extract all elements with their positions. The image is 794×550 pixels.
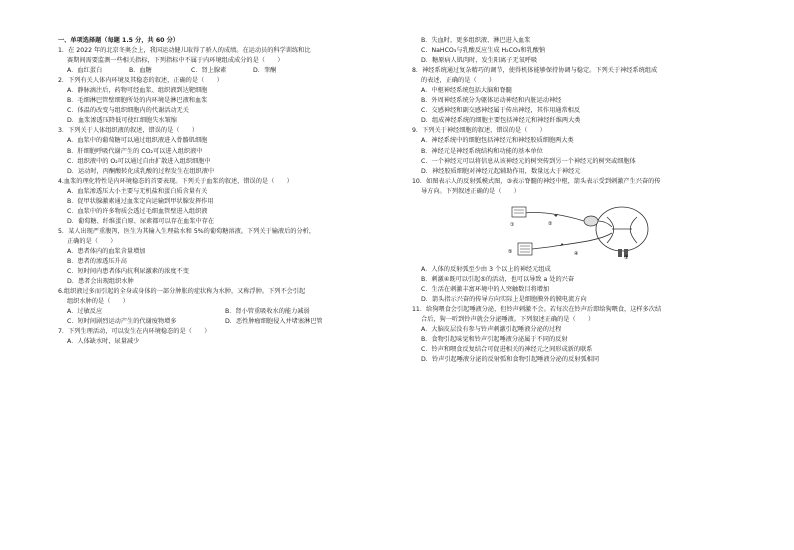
option: D．箭头指示兴奋的传导方向实际上是细胞膜外的膜电流方向: [421, 295, 587, 303]
question-text: 赛期间需要监测一些相关指标，下列指标中不属于内环境组成成分的是（ ）: [67, 57, 284, 65]
question-text: 10．如图表示人的反射弧模式图，③表示脊髓的神经中枢，箭头表示受到刺激产生兴奋的传: [412, 177, 661, 185]
question-text: 11．给狗喂食会引起唾液分泌，但铃声刺激不会。若每次在铃声后即给狗喂食，这样多次结: [412, 305, 662, 313]
option: D．铃声引起唾液分泌的反射弧和食物引起唾液分泌的反射弧相同: [421, 356, 600, 364]
option: B．肝细胞呼吸代谢产生的 CO₂可以进入组织液中: [67, 147, 203, 155]
question-text: 3．下列关于人体组织液的叙述，错误的是（ ）: [58, 127, 199, 135]
question-text: 合后，狗一听到铃声就会分泌唾液。下列叙述正确的是（ ）: [421, 315, 595, 323]
option: A．过敏反应: [67, 308, 103, 316]
option: C．生活在刺激丰富环境中的人突触数目将增加: [421, 285, 550, 293]
question-text: 5．某人出现严重腹泻，医生为其输入生理盐水和 5%的葡萄糖溶液。下列关于输液后的分析，: [58, 227, 316, 235]
question-text: 的表述，正确的是（ ）: [421, 77, 496, 85]
option: D．糖原病人肌肉时，发生阳离子无氧呼吸: [421, 57, 538, 65]
right-column: [412, 36, 757, 365]
options-row: [58, 307, 403, 317]
option: B．肾小管重吸收水的能力减弱: [225, 308, 310, 316]
option: D．组成神经系统的细胞主要包括神经元和神经纤维两大类: [421, 117, 581, 125]
question-text: 8．神经系统通过复杂精巧的调节，使得机体能够保持协调与稳定。下列关于神经系统组成: [412, 67, 658, 75]
question-text: 2．下列有关人体内环境及其稳态的叙述，正确的是（ ）: [58, 77, 223, 85]
figure-label: ①: [510, 221, 515, 228]
option: C．短时间内患者体内抗利尿激素的浓度不变: [67, 268, 189, 276]
option: D．血浆渗透压降低可使红细胞失水皱缩: [67, 117, 177, 125]
option: B．促甲状腺激素通过血浆定向运输到甲状腺发挥作用: [67, 197, 214, 205]
options-row: [58, 66, 403, 76]
option: C．NaHCO₃与乳酸反应生成 H₂CO₃和乳酸钠: [421, 47, 546, 55]
option: A．大脑皮层没有参与铃声刺激引起唾液分泌的过程: [421, 326, 562, 334]
option: C．铃声和喂食反复结合可促进相关的神经元之间形成新的联系: [421, 346, 593, 354]
option: B．患者的渗透压升高: [67, 258, 127, 266]
option: C．交感神经和副交感神经属于传出神经，其作用通常相反: [421, 107, 581, 115]
figure-label: ②: [548, 220, 553, 227]
option: C．短时间剧烈运动产生的代谢废物增多: [67, 318, 177, 326]
option: B．外周神经系统分为躯体运动神经和内脏运动神经: [421, 97, 562, 105]
figure-label: ⑤: [508, 248, 513, 255]
question-text: 9．下列关于神经细胞的叙述，错误的是（ ）: [412, 127, 546, 135]
option: A．血红蛋白: [67, 67, 103, 75]
question-text: 1．在 2022 年的北京冬奥会上，我国运动健儿取得了骄人的成绩。在运动员的科学训练和比: [58, 47, 311, 55]
question-text: 4.血浆的理化特性是内环境稳态的首要表现。下列关于血浆的叙述，错误的是（ ）: [58, 177, 293, 185]
reflex-arc-figure: [504, 203, 654, 261]
figure-label: ④: [574, 250, 579, 257]
option: A．中枢神经系统包括大脑和脊髓: [421, 87, 512, 95]
arrow-mark: [560, 243, 564, 246]
section-title: 一、单项选择题（每题 1.5 分，共 60 分）: [58, 37, 179, 44]
left-column: [58, 36, 403, 347]
options-row: [58, 317, 403, 327]
question-text: 导方向。下列叙述正确的是（ ）: [421, 187, 520, 195]
afferent-nerve: [524, 212, 584, 221]
option: A．血浆渗透压大小主要与无机盐和蛋白质含量有关: [67, 187, 208, 195]
option: A．神经系统中的细胞包括神经元和神经胶质细胞两大类: [421, 137, 574, 145]
option: B．神经元是神经系统结构和功能的基本单位: [421, 147, 543, 155]
option: A．静脉滴注后，药物可经血浆、组织液到达靶细胞: [67, 87, 208, 95]
option: B．血糖: [129, 67, 152, 75]
option: D．睾酮: [253, 67, 277, 75]
option: C．体温的改变与组织细胞内的代谢活动无关: [67, 107, 189, 115]
reflex-arc-diagram: [504, 203, 654, 261]
option: C．血浆中的许多物质会透过毛细血管壁进入组织液: [67, 207, 208, 215]
option: B．失血时，更多组织液、淋巴进入血浆: [421, 37, 531, 44]
option: A．人体的反射弧至少由 3 个以上的神经元组成: [421, 265, 551, 273]
option: A．人体缺水时，尿量减少: [67, 338, 140, 346]
option: B．刺激④既可以引起⑤的活动，也可以导致 a 处的兴奋: [421, 275, 575, 283]
option: B．毛细淋巴管壁细胞所处的内环境是淋巴液和血浆: [67, 97, 208, 105]
receptor: [512, 207, 526, 217]
option: C．一个神经元可以将信息从该神经元的树突传到另一个神经元的树突或细胞体: [421, 157, 636, 165]
ganglion: [584, 216, 598, 226]
question-text: 6.组织液过多而引起的全身或身体的一部分肿胀的症状称为水肿，又称浮肿。下列不会引起: [58, 288, 306, 296]
option: C．组织液中的 O₂可以通过自由扩散进入组织细胞中: [67, 157, 211, 165]
cord-base-mark: [618, 249, 622, 257]
option: D．神经胶质细胞对神经元起辅助作用，数量远大于神经元: [421, 167, 581, 175]
option: A．患者体内的血浆含量增加: [67, 247, 146, 255]
option: D．恶性肿瘤细胞侵入并堵塞淋巴管: [225, 318, 323, 326]
question-text: 正确的是（ ）: [67, 237, 117, 245]
option: D．葡萄糖、纤维蛋白原、尿素都可以存在血浆中存在: [67, 217, 215, 225]
question-text: 组织水肿的是（ ）: [67, 298, 129, 306]
figure-label: ③: [624, 254, 629, 261]
question-text: 7．下列生理活动，可以发生在内环境稳态的是（ ）: [58, 328, 211, 336]
option: A．血浆中的葡萄糖可以通过组织液进入骨骼肌细胞: [67, 137, 208, 145]
option: C．肾上腺素: [191, 67, 227, 75]
option: D．运动时，丙酮酸转化成乳酸的过程发生在组织液中: [67, 167, 215, 175]
option: D．患者会出现组织水肿: [67, 278, 134, 286]
option: B．食物引起味觉和铃声引起唾液分泌属于不同的反射: [421, 336, 568, 344]
